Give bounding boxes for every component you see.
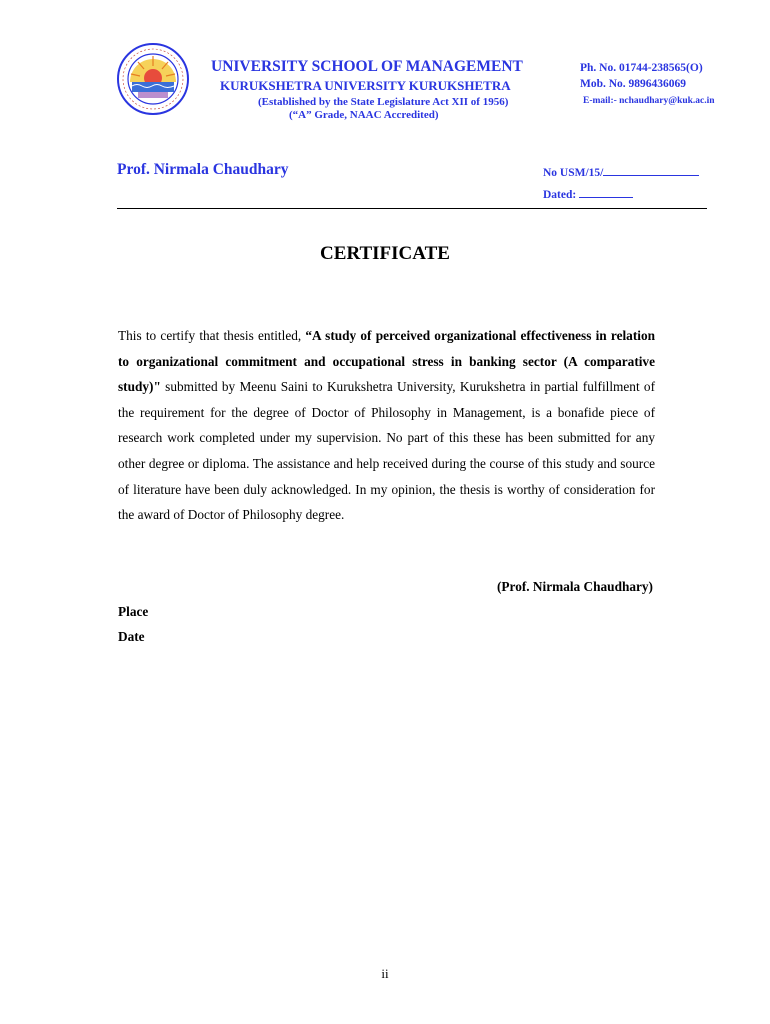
date-label: Date — [118, 629, 145, 644]
email-address[interactable]: E-mail:- nchaudhary@kuk.ac.in — [583, 96, 715, 106]
dated-label: Dated: — [543, 189, 577, 201]
signature-name: (Prof. Nirmala Chaudhary) — [497, 579, 653, 594]
body-intro: This to certify that thesis entitled, — [118, 328, 306, 343]
body-text: submitted by Meenu Saini to Kurukshetra University, Kurukshetra in partial fulfillment of the requirement for the degree of Doctor of Philosophy in Management, is a bonafide piece of research work completed under my supervision. No part of this these has been submitted for any other degree or diploma. The assistance and help received during the course of this study and source of literature have been duly acknowledged. In my opinion, the thesis is worthy of consideration for the award of Doctor of Philosophy degree. — [118, 379, 655, 523]
certificate-body — [118, 323, 655, 528]
place-label: Place — [118, 604, 149, 619]
school-name: UNIVERSITY SCHOOL OF MANAGEMENT — [211, 58, 523, 75]
reference-number — [543, 166, 699, 179]
dated-blank — [579, 188, 633, 198]
page-number: ii — [381, 966, 389, 981]
university-emblem-icon — [116, 42, 190, 116]
accreditation-note: (“A” Grade, NAAC Accredited) — [289, 109, 439, 121]
dated-field — [543, 188, 633, 201]
thesis-title: “A study of perceived organizational effectiveness in relation to organizational commitment and occupational stress in banking sector (A comparative study)" — [118, 328, 655, 395]
mobile-number: Mob. No. 9896436069 — [580, 78, 687, 90]
phone-number: Ph. No. 01744-238565(O) — [580, 62, 703, 74]
header-divider — [117, 208, 707, 209]
established-note: (Established by the State Legislature Act XII of 1956) — [258, 96, 509, 108]
sender-name: Prof. Nirmala Chaudhary — [117, 161, 289, 178]
reference-label: No USM/15/ — [543, 167, 604, 179]
reference-blank — [603, 166, 699, 176]
certificate-title: CERTIFICATE — [320, 243, 450, 264]
university-name: KURUKSHETRA UNIVERSITY KURUKSHETRA — [220, 78, 511, 93]
